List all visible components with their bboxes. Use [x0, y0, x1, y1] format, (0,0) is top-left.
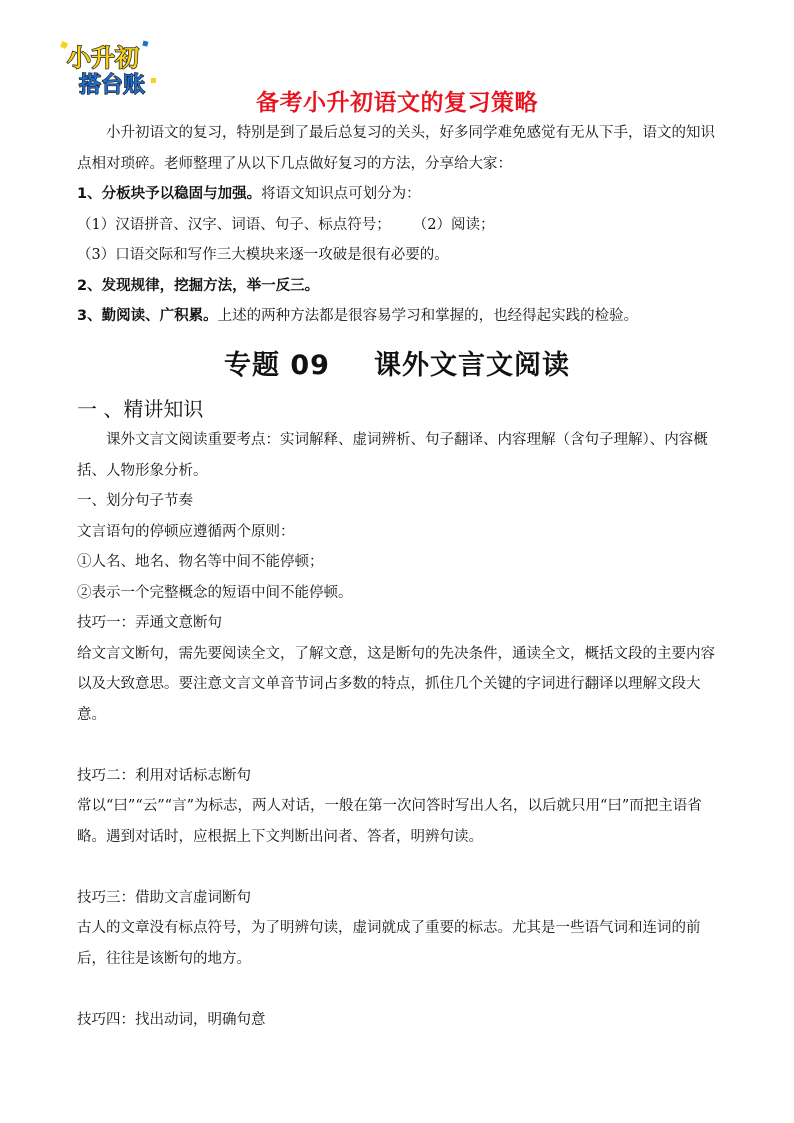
- rule-2: ②表示一个完整概念的短语中间不能停顿。: [77, 584, 353, 601]
- intro-point-1: [77, 179, 725, 210]
- tip-2-title: 技巧二：利用对话标志断句: [77, 767, 251, 784]
- subheading-sentence-rhythm: 一、划分句子节奏: [77, 493, 193, 509]
- topic-title: [0, 343, 794, 382]
- document-title: 备考小升初语文的复习策略: [256, 90, 538, 116]
- main-section: [77, 425, 725, 1035]
- topic-name: 课外文言文阅读: [373, 350, 570, 381]
- intro-item-3: （3）口语交际和写作三大模块来逐一攻破是很有必要的。: [77, 247, 449, 263]
- intro-paragraph: 小升初语文的复习，特别是到了最后总复习的关头，好多同学难免感觉有无从下手，语文的知识点相对琐碎。老师整理了从以下几点做好复习的方法，分享给大家：: [77, 125, 715, 172]
- section-overview: 课外文言文阅读重要考点：实词解释、虚词辨析、句子翻译、内容理解（含句子理解）、内容概括、人物形象分析。: [77, 432, 708, 479]
- intro-item-2: （2）阅读；: [412, 216, 495, 233]
- tip-1-title: 技巧一：弄通文意断句: [77, 615, 222, 631]
- intro-point-3: [77, 301, 725, 332]
- tip-1-body: 给文言文断句，需先要阅读全文，了解文意，这是断句的先决条件，通读全文，概括文段的主要内容以及大致意思。要注意文言文单音节词占多数的特点，抓住几个关键的字词进行翻译以理解文段大意。: [77, 645, 715, 723]
- tip-3-body: 古人的文章没有标点符号，为了明辨句读，虚词就成了重要的标志。尤其是一些语气词和连词的前后，往往是该断句的地方。: [77, 920, 701, 967]
- logo-text-line1: 小升初: [67, 44, 139, 72]
- tip-3-title: 技巧三：借助文言虚词断句: [77, 889, 251, 906]
- intro-item-1: （1）汉语拼音、汉字、词语、句子、标点符号；: [77, 216, 391, 233]
- intro-section: [77, 118, 725, 332]
- intro-item-row-1: [77, 210, 725, 241]
- point-3-heading: 3、勤阅读、广积累。: [77, 308, 218, 324]
- point-1-heading: 1、分板块予以稳固与加强。: [77, 186, 262, 202]
- rule-intro: 文言语句的停顿应遵循两个原则：: [77, 523, 295, 540]
- topic-number: 专题 09: [224, 350, 330, 381]
- rule-1: ①人名、地名、物名等中间不能停顿；: [77, 554, 324, 570]
- section-heading: 一 、精讲知识: [77, 397, 204, 421]
- intro-point-2: 2、发现规律，挖掘方法，举一反三。: [77, 277, 320, 294]
- point-1-text: 将语文知识点可划分为：: [261, 186, 421, 202]
- tip-2-body: 常以“曰”“云”“言”为标志，两人对话，一般在第一次问答时写出人名，以后就只用“曰”而把主语省略。遇到对话时，应根据上下文判断出问者、答者，明辨句读。: [77, 798, 702, 845]
- point-3-text: 上述的两种方法都是很容易学习和掌握的，也经得起实践的检验。: [217, 308, 639, 324]
- tip-4-title: 技巧四：找出动词，明确句意: [77, 1011, 266, 1028]
- logo-text-line2: 搭台账: [79, 73, 146, 98]
